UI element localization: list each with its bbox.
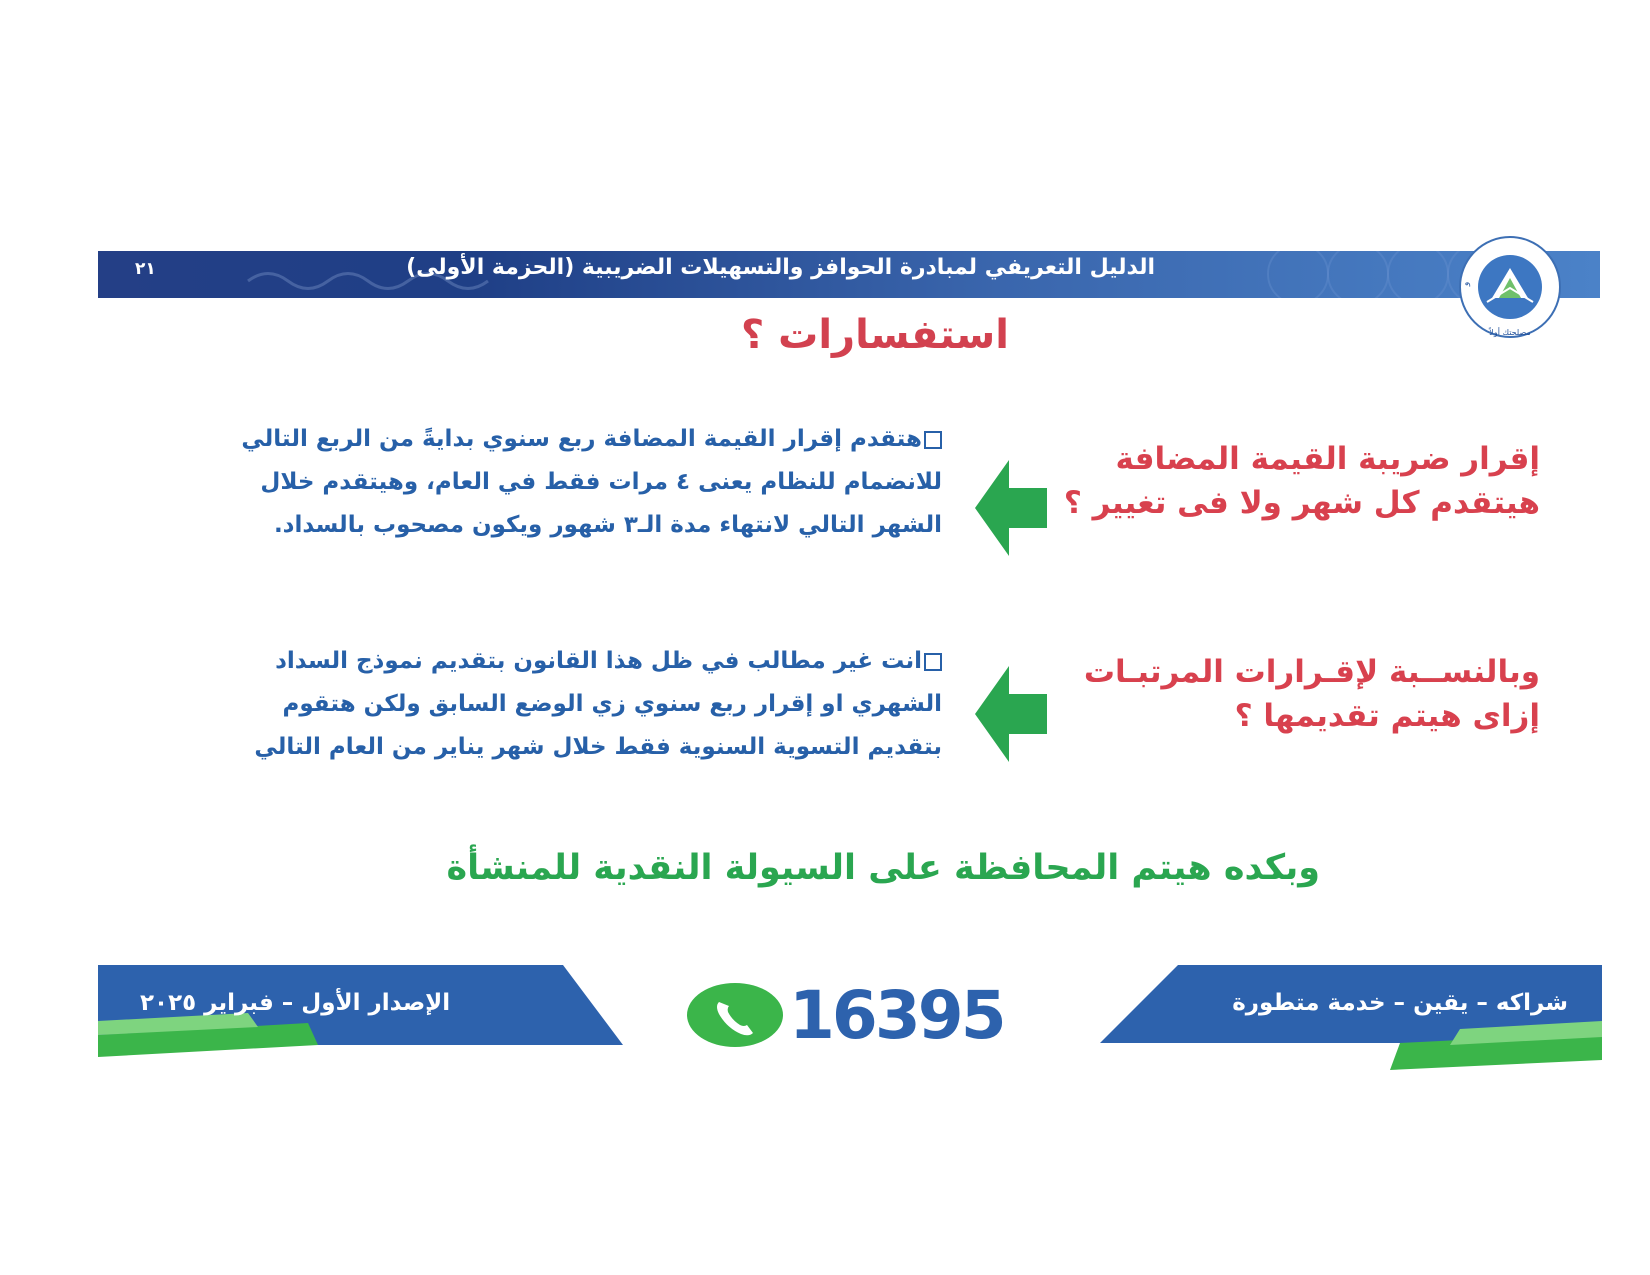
answer-payroll xyxy=(254,640,942,769)
logo-emblem xyxy=(1455,232,1565,342)
left-arrow-icon xyxy=(975,664,1047,764)
checkbox-icon xyxy=(924,653,942,671)
answer-line: الشهري او إقرار ربع سنوي زي الوضع السابق ولكن هتقوم xyxy=(282,691,942,717)
ministry-logo xyxy=(1455,232,1565,342)
phone-icon xyxy=(685,980,785,1050)
footer-left-banner xyxy=(98,965,623,1075)
question-vat xyxy=(1064,437,1540,525)
left-arrow-icon xyxy=(975,458,1047,558)
header-title: الدليل التعريفي لمبادرة الحوافز والتسهيلات الضريبية (الحزمة الأولى) xyxy=(406,255,1155,280)
answer-line: للانضمام للنظام يعنى ٤ مرات فقط في العام، وهيتقدم خلال xyxy=(260,469,942,495)
footer-slogan: شراكه – يقين – خدمة متطورة xyxy=(1232,990,1568,1016)
checkbox-icon xyxy=(924,431,942,449)
hotline xyxy=(685,975,1004,1055)
footer-edition: الإصدار الأول – فبراير ٢٠٢٥ xyxy=(140,990,451,1016)
answer-line-text: انت غير مطالب في ظل هذا القانون بتقديم نموذج السداد xyxy=(275,648,922,674)
question-line: إقرار ضريبة القيمة المضافة xyxy=(1115,441,1540,477)
answer-line: الشهر التالي لانتهاء مدة الـ٣ شهور ويكون مصحوب بالسداد. xyxy=(273,512,942,538)
question-line: هيتقدم كل شهر ولا فى تغيير ؟ xyxy=(1063,485,1540,521)
answer-line xyxy=(241,418,942,461)
footer-right-banner xyxy=(1100,965,1602,1075)
logo-tagline: مصلحتك أولاً xyxy=(1489,328,1531,337)
page-heading: استفسارات ؟ xyxy=(741,312,1009,358)
page-number: ٢١ xyxy=(135,259,156,279)
logo-ring-text: و xyxy=(1460,281,1472,287)
answer-line xyxy=(254,640,942,683)
answer-line: بتقديم التسوية السنوية فقط خلال شهر يناير من العام التالي xyxy=(254,734,942,760)
question-line: وبالنســبة لإقـرارات المرتبـات xyxy=(1083,654,1540,690)
question-line: إزاى هيتم تقديمها ؟ xyxy=(1234,698,1540,734)
conclusion-text: وبكده هيتم المحافظة على السيولة النقدية للمنشأة xyxy=(446,848,1320,888)
question-payroll xyxy=(1084,650,1540,738)
hotline-number: 16395 xyxy=(789,976,1004,1054)
answer-line-text: هتقدم إقرار القيمة المضافة ربع سنوي بدايةً من الربع التالي xyxy=(241,426,922,452)
answer-vat xyxy=(241,418,942,547)
